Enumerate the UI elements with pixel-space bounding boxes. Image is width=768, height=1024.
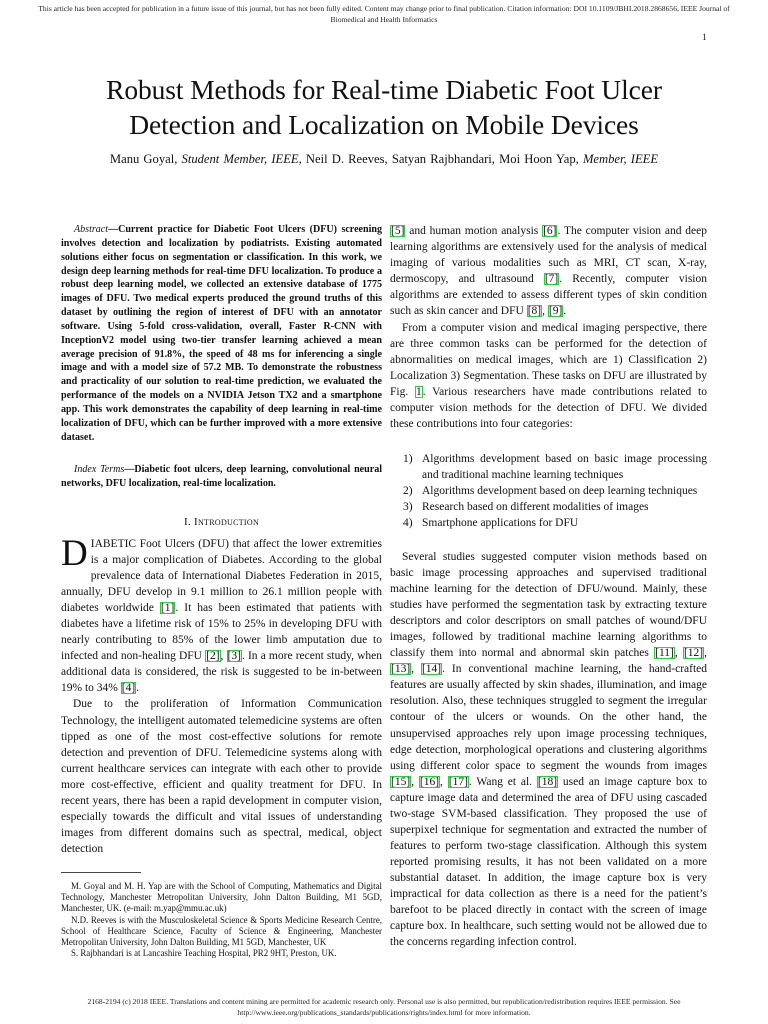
list-item-text: Smartphone applications for DFU <box>422 517 579 530</box>
citation-link[interactable]: [15] <box>391 775 411 788</box>
paragraph-text: From a computer vision and medical imaging perspective, there are three common tasks can be performed for the detection of abnormalities on medical images, which are 1) Classification 2) Localization 3) Segmentation. These tasks on DFU are illustrated by Fig. <box>390 322 707 399</box>
list-item-text: Algorithms development based on basic image processing and traditional machine learning techniques <box>422 453 707 482</box>
abstract <box>61 223 382 445</box>
title-line-2: Detection and Localization on Mobile Devices <box>129 109 639 140</box>
index-terms-label: Index Terms <box>74 464 125 475</box>
right-paragraph-1 <box>390 223 707 319</box>
citation-link[interactable]: [17] <box>448 775 468 788</box>
citation-link[interactable]: [18] <box>537 775 558 788</box>
paragraph-text: , <box>704 647 707 660</box>
section-numeral: I. <box>183 516 191 528</box>
citation-link[interactable]: [7] <box>544 273 559 286</box>
abstract-label: Abstract <box>74 224 109 235</box>
paragraph-text: , <box>220 650 227 663</box>
paragraph-text: IABETIC Foot Ulcers (DFU) that affect the lower extremities is a major complication of Diabetes. According to the global prevalence data of International Diabetes Federation in 2015, annually, DFU develop in 9.1 million to 26.1 million people with diabetes worldwide <box>61 538 382 615</box>
paragraph-text: , <box>674 647 683 660</box>
citation-link[interactable]: [13] <box>391 663 411 676</box>
list-number: 4) <box>403 517 413 530</box>
author-role: Student Member, IEEE, <box>181 152 302 166</box>
journal-notice-line2: Biomedical and Health Informatics <box>330 15 438 24</box>
drop-cap: D <box>61 533 88 574</box>
citation-link[interactable]: [3] <box>227 650 241 663</box>
paper-title <box>40 72 728 142</box>
paragraph-text: . The computer vision and deep learning algorithms are extensively used for the analysis of medical imaging of various modalities such as MRI, CT scan, X-ray, dermoscopy, and ultrasound <box>390 225 707 286</box>
list-item <box>403 515 707 531</box>
paragraph-text: . Recently, computer vision algorithms are extended to assess different types of skin condition such as skin cancer and DFU <box>390 273 707 318</box>
abstract-text: —Current practice for Diabetic Foot Ulcers (DFU) screening involves detection and localization by podiatrists. Existing automated solutions either focus on segmentation or classification. In this work, we design deep learning methods for real-time DFU localization. To produce a robust deep learning model, we collected an extensive database of 1775 images of DFU. Two medical experts produced the ground truths of this dataset by outlining the region of interest of DFU with an annotator software. Using 5-fold cross-validation, overall, Faster R-CNN with InceptionV2 model using two-tier transfer learning achieved a mean average precision of 91.8%, the speed of 48 ms for inferencing a single image and with a model size of 57.2 MB. To demonstrate the robustness and practicality of our solution to real-time prediction, we evaluated the performance of the models on a NVIDIA Jetson TX2 and a smartphone app. This work demonstrates the capability of deep learning in real-time localization of DFU, which can be further improved with a more extensive dataset. <box>61 224 382 443</box>
author-name: Moi Hoon Yap, <box>499 152 579 166</box>
citation-link[interactable]: [16] <box>419 775 440 788</box>
footer-line2[interactable]: http://www.ieee.org/publications_standards/publications/rights/index.html for more information. <box>237 1008 531 1017</box>
list-number: 2) <box>403 485 413 498</box>
index-terms <box>61 463 382 491</box>
citation-link[interactable]: [5] <box>391 225 405 237</box>
paragraph-text: . <box>563 305 567 318</box>
footer-line1: 2168-2194 (c) 2018 IEEE. Translations and content mining are permitted for academic research only. Personal use is also permitted, but republication/redistribution requires IEEE permission. See <box>87 997 681 1006</box>
paragraph-text: used an image capture box to capture image data and determined the area of DFU using cascaded two-stage SVM-based classification. They proposed the use of superpixel technique for segmentation and extracted the number of features to perform two-stage classification. Although this system reported promising results, it has not been validated on a more substantial dataset. In addition, the image capture box is very impractical for data collection as there is a need for the patient’s barefoot to be placed directly in contact with the screen of image capture box. In healthcare, such setting would not be allowed due to the concerns regarding infection control. <box>390 775 708 949</box>
list-item <box>403 499 707 515</box>
paragraph-text: . <box>136 682 140 695</box>
citation-link[interactable]: [12] <box>683 647 704 660</box>
author-role: Member, IEEE <box>582 152 659 166</box>
paragraph-text: , <box>411 775 419 788</box>
right-paragraph-3 <box>390 549 707 950</box>
paragraph-text: . Wang et al. <box>468 775 537 788</box>
footnote-divider <box>61 872 141 873</box>
author-name: Neil D. Reeves, <box>305 152 388 166</box>
citation-link[interactable]: [6] <box>543 225 557 237</box>
citation-link[interactable]: [2] <box>206 650 220 663</box>
affiliation-footnotes <box>61 881 382 959</box>
right-paragraph-2 <box>390 320 707 432</box>
section-heading <box>61 516 382 528</box>
list-item <box>403 451 707 483</box>
list-item-text: Algorithms development based on deep learning techniques <box>422 485 698 498</box>
copyright-footer <box>0 996 768 1018</box>
paragraph-text: Several studies suggested computer vision methods based on basic image processing approaches and supervised traditional machine learning for the detection of DFU/wound. Mainly, these studies have performed the segmentation task by extracting texture descriptors and color descriptors on small patches of wound/DFU images, followed by traditional machine learning algorithms to classify them into normal and abnormal skin patches <box>390 551 707 660</box>
category-list <box>403 451 707 531</box>
list-item-text: Research based on different modalities of images <box>422 501 649 514</box>
journal-notice <box>0 3 768 25</box>
citation-link[interactable]: [1] <box>160 602 175 615</box>
index-terms-text: —Diabetic foot ulcers, deep learning, convolutional neural networks, DFU localization, real-time localization. <box>61 464 383 489</box>
author-name: Satyan Rajbhandari, <box>391 152 495 166</box>
paragraph-text: , <box>440 775 448 788</box>
list-item <box>403 483 707 499</box>
citation-link[interactable]: [4] <box>121 682 136 695</box>
page-number: 1 <box>702 32 707 42</box>
footnote: S. Rajbhandari is at Lancashire Teaching Hospital, PR2 9HT, Preston, UK. <box>71 948 337 959</box>
paragraph-text: and human motion analysis <box>405 225 543 237</box>
section-name: Introduction <box>194 516 260 528</box>
citation-link[interactable]: [8] <box>527 305 542 318</box>
author-list <box>40 150 728 168</box>
paragraph-text: , <box>542 305 548 318</box>
citation-link[interactable]: [9] <box>548 305 563 318</box>
figure-link[interactable]: 1 <box>415 386 422 399</box>
intro-paragraph-2: Due to the proliferation of Information Communication Technology, the intelligent automated telemedicine systems are often tipped as one of the most cost-effective solutions for remote detection and prevention of DFU. Telemedicine systems along with current healthcare services can integrate with each other to provide more cost-effective, efficient and quality treatment for DFU. In recent years, there has been a rapid development in computer vision, especially towards the difficult and vital issues of understanding images from different domains such as spectral, medical, object detection <box>61 698 382 855</box>
intro-paragraph-1 <box>61 533 383 696</box>
list-number: 3) <box>403 501 413 514</box>
paragraph-text: . In a more recent study, when additional data is considered, the risk is suggested to be in-between 19% to 34% <box>61 650 383 695</box>
author-name: Manu Goyal, <box>109 152 178 166</box>
footnote: N.D. Reeves is with the Musculoskeletal Science & Sports Medicine Research Centre, School of Healthcare Science, Faculty of Science & Engineering, Manchester Metropolitan University, John Dalton Building, M1 5GD, Manchester, UK <box>61 914 382 948</box>
paragraph-text: . Various researchers have made contributions related to computer vision methods for the detection of DFU. We divided these contributions into four categories: <box>390 386 707 431</box>
journal-notice-line1: This article has been accepted for publication in a future issue of this journal, but has not been fully edited. Content may change prior to final publication. Citation information: DOI 10.1109/JBHI.2018.2868656, IEEE Journal of <box>38 4 730 13</box>
citation-link[interactable]: [14] <box>421 663 442 676</box>
footnote: M. Goyal and M. H. Yap are with the School of Computing, Mathematics and Digital Technology, Manchester Metropolitan University, John Dalton Building, M1 5GD, Manchester, UK. (e-mail: m.yap@mmu.ac.uk) <box>61 881 382 914</box>
paragraph-text: . It has been estimated that patients with diabetes have a lifetime risk of 15% to 25% in developing DFU with nearly contributing to 85% of the lower limb amputation due to infected and non-healing DFU <box>61 602 382 663</box>
paragraph-text: . In conventional machine learning, the hand-crafted features are usually affected by skin shades, illumination, and image resolution. Also, these techniques struggled to segment the irregular contour of the ulcers or wounds. On the other hand, the unsupervised approaches rely upon image processing techniques, edge detection, morphological operations and clustering algorithms using different color space to segment the wounds from images <box>390 663 708 772</box>
introduction-text <box>61 533 383 857</box>
citation-link[interactable]: [11] <box>655 647 674 660</box>
paragraph-text: , <box>411 663 421 676</box>
list-number: 1) <box>403 453 413 465</box>
title-line-1: Robust Methods for Real-time Diabetic Foot Ulcer <box>106 74 662 105</box>
